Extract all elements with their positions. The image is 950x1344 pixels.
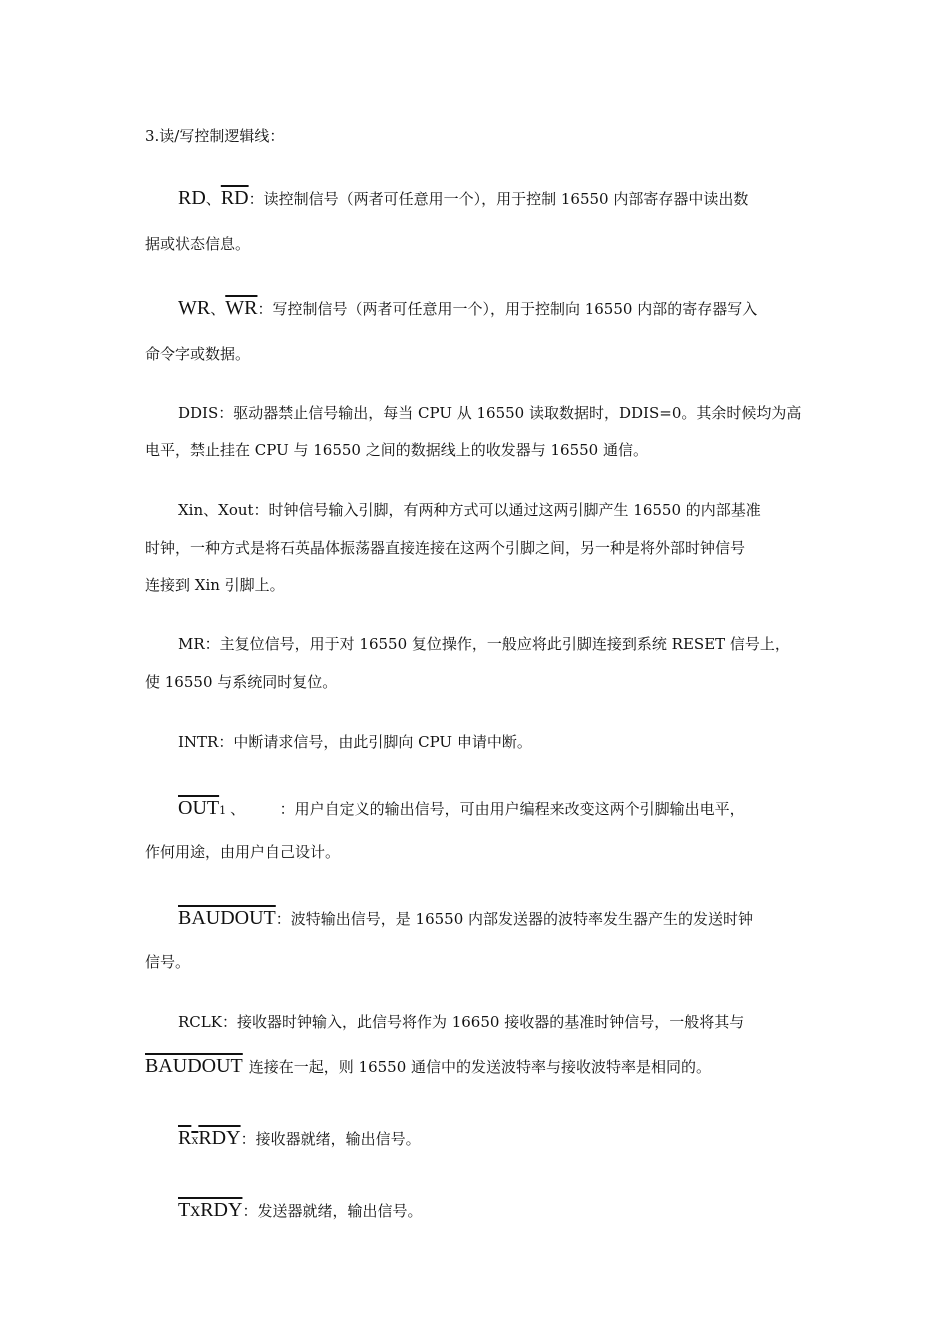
out-line-2: 作何用途，由用户自己设计。 bbox=[145, 843, 341, 861]
rxrdy-sig-c: RDY bbox=[198, 1127, 241, 1149]
wr-text: ：写控制信号（两者可任意用一个），用于控制向 16550 内部的寄存器写入 bbox=[257, 300, 758, 318]
intr-line: INTR：中断请求信号，由此引脚向 CPU 申请中断。 bbox=[178, 733, 532, 751]
xin-line-1: Xin、Xout：时钟信号输入引脚，有两种方式可以通过这两引脚产生 16550 的内部基准 bbox=[178, 501, 761, 519]
section-heading: 3.读/写控制逻辑线： bbox=[145, 127, 285, 145]
txrdy-text: ：发送器就绪，输出信号。 bbox=[242, 1202, 423, 1220]
rd-line-2: 据或状态信息。 bbox=[145, 235, 251, 253]
rd-text: ：读控制信号（两者可任意用一个），用于控制 16550 内部寄存器中读出数 bbox=[248, 190, 749, 208]
rclk-text: 连接在一起，则 16550 通信中的发送波特率与接收波特率是相同的。 bbox=[248, 1058, 712, 1076]
rclk-line-1: RCLK：接收器时钟输入，此信号将作为 16650 接收器的基准时钟信号，一般将其与 bbox=[178, 1013, 745, 1031]
rclk-baudout-bar-signal: BAUDOUT bbox=[145, 1055, 243, 1077]
rd-signal: RD bbox=[178, 187, 206, 209]
ddis-line-1: DDIS：驱动器禁止信号输出，每当 CPU 从 16550 读取数据时，DDIS=0。其余时候均为高 bbox=[178, 404, 802, 422]
wr-line-2: 命令字或数据。 bbox=[145, 345, 251, 363]
xin-line-3: 连接到 Xin 引脚上。 bbox=[145, 576, 285, 594]
rxrdy-sig-b: x bbox=[191, 1133, 199, 1148]
baudout-line-1 bbox=[178, 906, 753, 930]
txrdy-bar-signal: TxRDY bbox=[178, 1199, 243, 1221]
wr-line-1 bbox=[178, 296, 757, 320]
baudout-text: ：波特输出信号，是 16550 内部发送器的波特率发生器产生的发送时钟 bbox=[275, 910, 754, 928]
out-separator: 、 bbox=[230, 800, 238, 818]
rxrdy-text: ：接收器就绪，输出信号。 bbox=[240, 1130, 421, 1148]
rclk-line-2 bbox=[145, 1054, 711, 1078]
out-line-1 bbox=[178, 796, 745, 821]
rxrdy-line bbox=[178, 1126, 421, 1153]
rxrdy-bar-signal bbox=[178, 1127, 241, 1149]
rxrdy-sig-a: R bbox=[178, 1127, 192, 1149]
out-text: ：用户自定义的输出信号，可由用户编程来改变这两个引脚输出电平， bbox=[279, 800, 745, 818]
ddis-line-2: 电平，禁止挂在 CPU 与 16550 之间的数据线上的收发器与 16550 通信。 bbox=[145, 441, 648, 459]
mr-line-2: 使 16550 与系统同时复位。 bbox=[145, 673, 338, 691]
out-bar-signal: $\overline{OUT}$ bbox=[178, 797, 220, 819]
wr-separator: 、 bbox=[210, 300, 226, 318]
mr-line-1: MR：主复位信号，用于对 16550 复位操作，一般应将此引脚连接到系统 RESET 信号上， bbox=[178, 635, 790, 653]
rd-separator: 、 bbox=[205, 190, 221, 208]
xin-line-2: 时钟，一种方式是将石英晶体振荡器直接连接在这两个引脚之间，另一种是将外部时钟信号 bbox=[145, 539, 746, 557]
baudout-line-2: 信号。 bbox=[145, 953, 191, 971]
baudout-bar-signal: BAUDOUT bbox=[178, 907, 276, 929]
wr-bar-signal: $\overline{WR}$ bbox=[225, 297, 258, 319]
out-subscript: 1 bbox=[219, 804, 227, 817]
rd-line-1 bbox=[178, 186, 748, 210]
wr-signal: WR bbox=[178, 297, 211, 319]
txrdy-line bbox=[178, 1198, 422, 1222]
rd-bar-signal: $\overline{RD}$ bbox=[220, 187, 249, 209]
